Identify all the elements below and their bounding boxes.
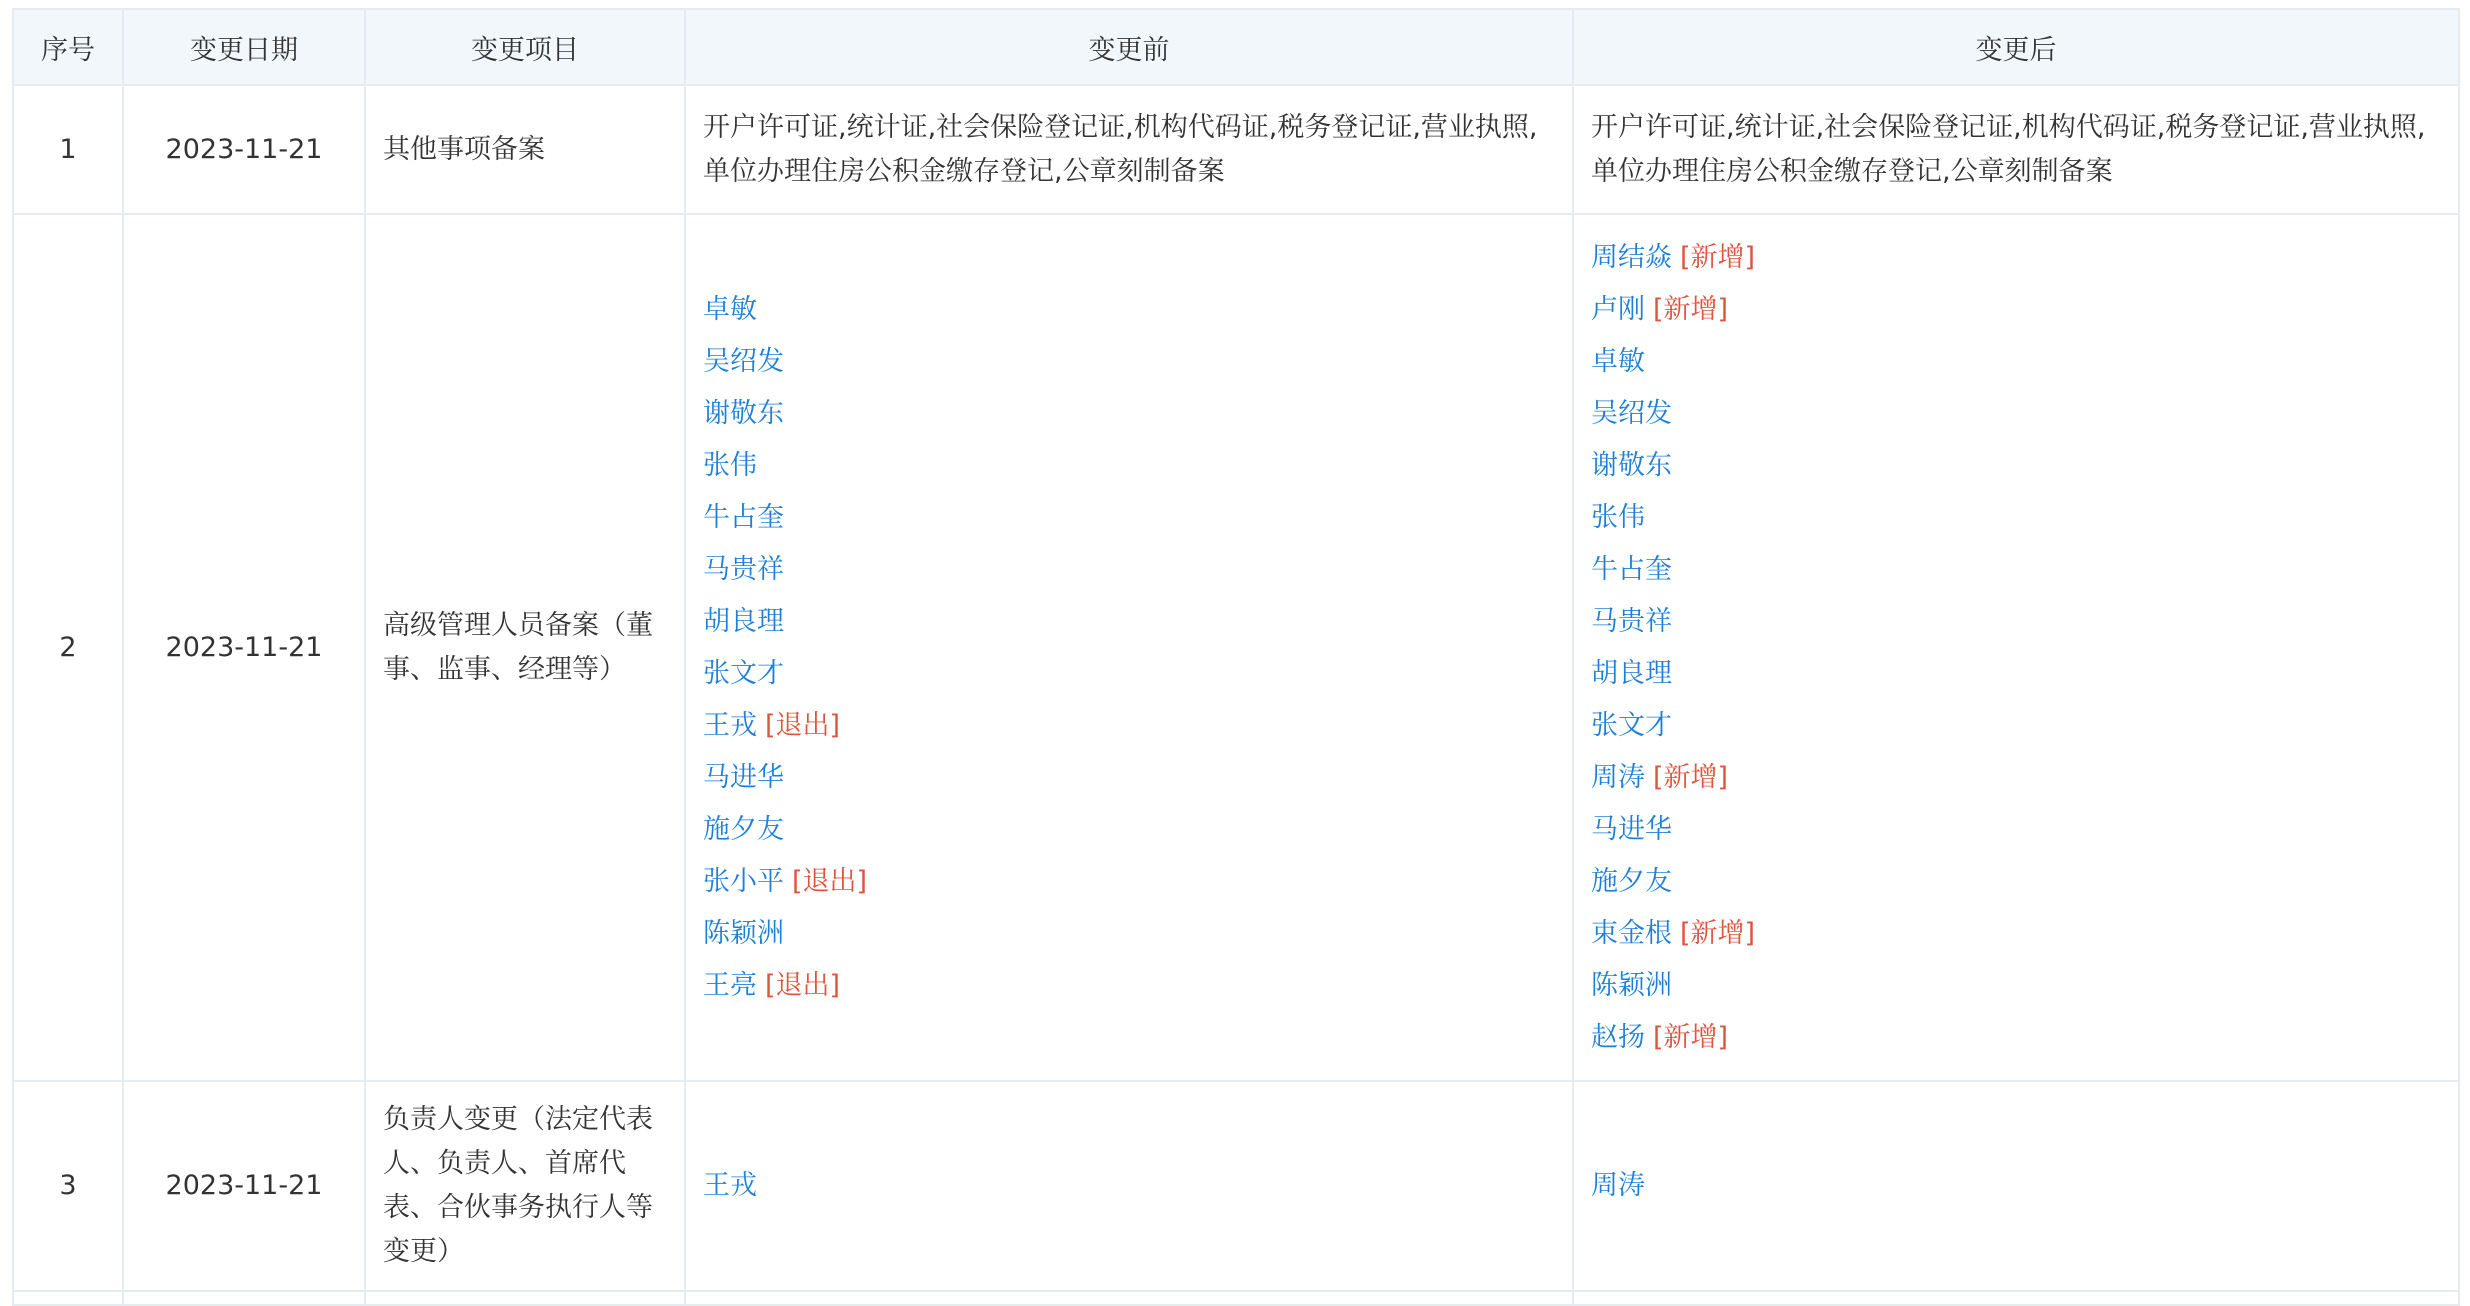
cell-date: 2023-11-21 <box>123 1081 365 1291</box>
person-name-link[interactable]: 陈颖洲 <box>1591 969 1672 1001</box>
header-seq: 序号 <box>13 9 123 85</box>
person-entry <box>703 648 1555 700</box>
person-name-link[interactable]: 周涛 <box>1591 761 1645 793</box>
table-row <box>13 1081 2459 1291</box>
person-entry <box>1591 336 2441 388</box>
cell-seq: 2 <box>13 214 123 1081</box>
person-name-link[interactable]: 吴绍发 <box>1591 397 1672 429</box>
person-name-link[interactable]: 谢敬东 <box>703 397 784 429</box>
person-entry <box>1591 648 2441 700</box>
change-status-tag: [ 新增 ] <box>1653 1022 1728 1053</box>
cell-date: 2023-11-21 <box>123 85 365 214</box>
person-entry <box>703 804 1555 856</box>
person-entry <box>1591 752 2441 804</box>
person-entry <box>1591 700 2441 752</box>
header-before: 变更前 <box>685 9 1573 85</box>
cell-after-text: 开户许可证,统计证,社会保险登记证,机构代码证,税务登记证,营业执照,单位办理住房公积金缴存登记,公章刻制备案 <box>1573 85 2459 214</box>
person-entry <box>1591 440 2441 492</box>
person-entry <box>1591 232 2441 284</box>
cell-item: 其他事项备案 <box>365 85 685 214</box>
person-name-link[interactable]: 吴绍发 <box>703 345 784 377</box>
cell-item: 高级管理人员备案（董事、监事、经理等） <box>365 214 685 1081</box>
person-entry <box>1591 492 2441 544</box>
person-entry <box>703 336 1555 388</box>
person-name-link[interactable]: 王戎 <box>703 709 757 741</box>
table-row <box>13 214 2459 1081</box>
person-name-link[interactable]: 张文才 <box>703 657 784 689</box>
person-entry <box>703 908 1555 960</box>
person-entry <box>703 492 1555 544</box>
person-entry <box>703 1160 1555 1212</box>
person-entry <box>703 544 1555 596</box>
table-row <box>13 85 2459 214</box>
person-entry <box>703 856 1555 908</box>
change-record-table-container <box>12 8 2458 1306</box>
person-entry <box>1591 596 2441 648</box>
cell-seq: 3 <box>13 1081 123 1291</box>
person-entry <box>1591 388 2441 440</box>
header-item: 变更项目 <box>365 9 685 85</box>
cell-before-list <box>685 1081 1573 1291</box>
person-name-link[interactable]: 谢敬东 <box>1591 449 1672 481</box>
cell-before-text: 开户许可证,统计证,社会保险登记证,机构代码证,税务登记证,营业执照,单位办理住房公积金缴存登记,公章刻制备案 <box>685 85 1573 214</box>
person-name-link[interactable]: 张伟 <box>703 449 757 481</box>
person-entry <box>1591 908 2441 960</box>
person-name-link[interactable]: 卢刚 <box>1591 293 1645 325</box>
person-name-link[interactable]: 张文才 <box>1591 709 1672 741</box>
person-entry <box>703 960 1555 1012</box>
person-name-link[interactable]: 施夕友 <box>703 813 784 845</box>
change-status-tag: [ 新增 ] <box>1653 294 1728 325</box>
person-name-link[interactable]: 胡良理 <box>1591 657 1672 689</box>
person-name-link[interactable]: 施夕友 <box>1591 865 1672 897</box>
person-entry <box>703 700 1555 752</box>
person-entry <box>1591 1012 2441 1064</box>
cell-date: 2023-11-21 <box>123 214 365 1081</box>
person-name-link[interactable]: 胡良理 <box>703 605 784 637</box>
person-name-link[interactable]: 张伟 <box>1591 501 1645 533</box>
person-entry <box>1591 804 2441 856</box>
cell-after-list <box>1573 1081 2459 1291</box>
cell-after-list <box>1573 214 2459 1081</box>
person-name-link[interactable]: 赵扬 <box>1591 1021 1645 1053</box>
table-header-row <box>13 9 2459 85</box>
person-name-link[interactable]: 王亮 <box>703 969 757 1001</box>
person-entry <box>703 440 1555 492</box>
table-row-partial <box>13 1291 2459 1305</box>
person-entry <box>703 388 1555 440</box>
cell-before-list <box>685 214 1573 1081</box>
change-status-tag: [ 新增 ] <box>1680 242 1755 273</box>
person-entry <box>1591 284 2441 336</box>
change-status-tag: [ 退出 ] <box>792 866 867 897</box>
person-entry <box>1591 1160 2441 1212</box>
person-entry <box>1591 960 2441 1012</box>
person-name-link[interactable]: 马进华 <box>1591 813 1672 845</box>
change-status-tag: [ 新增 ] <box>1653 762 1728 793</box>
change-status-tag: [ 退出 ] <box>765 710 840 741</box>
person-name-link[interactable]: 牛占奎 <box>1591 553 1672 585</box>
person-entry <box>703 284 1555 336</box>
change-status-tag: [ 退出 ] <box>765 970 840 1001</box>
person-entry <box>703 596 1555 648</box>
change-status-tag: [ 新增 ] <box>1680 918 1755 949</box>
person-entry <box>1591 856 2441 908</box>
header-after: 变更后 <box>1573 9 2459 85</box>
header-date: 变更日期 <box>123 9 365 85</box>
person-name-link[interactable]: 牛占奎 <box>703 501 784 533</box>
change-record-table <box>12 8 2460 1306</box>
person-name-link[interactable]: 张小平 <box>703 865 784 897</box>
person-entry <box>1591 544 2441 596</box>
person-name-link[interactable]: 周涛 <box>1591 1170 1645 1201</box>
person-name-link[interactable]: 卓敏 <box>1591 345 1645 377</box>
person-entry <box>703 752 1555 804</box>
person-name-link[interactable]: 马进华 <box>703 761 784 793</box>
person-name-link[interactable]: 周结焱 <box>1591 241 1672 273</box>
person-name-link[interactable]: 王戎 <box>703 1170 757 1201</box>
person-name-link[interactable]: 马贵祥 <box>1591 605 1672 637</box>
cell-seq: 1 <box>13 85 123 214</box>
person-name-link[interactable]: 陈颖洲 <box>703 917 784 949</box>
person-name-link[interactable]: 卓敏 <box>703 293 757 325</box>
person-name-link[interactable]: 束金根 <box>1591 917 1672 949</box>
cell-item: 负责人变更（法定代表人、负责人、首席代表、合伙事务执行人等变更） <box>365 1081 685 1291</box>
person-name-link[interactable]: 马贵祥 <box>703 553 784 585</box>
